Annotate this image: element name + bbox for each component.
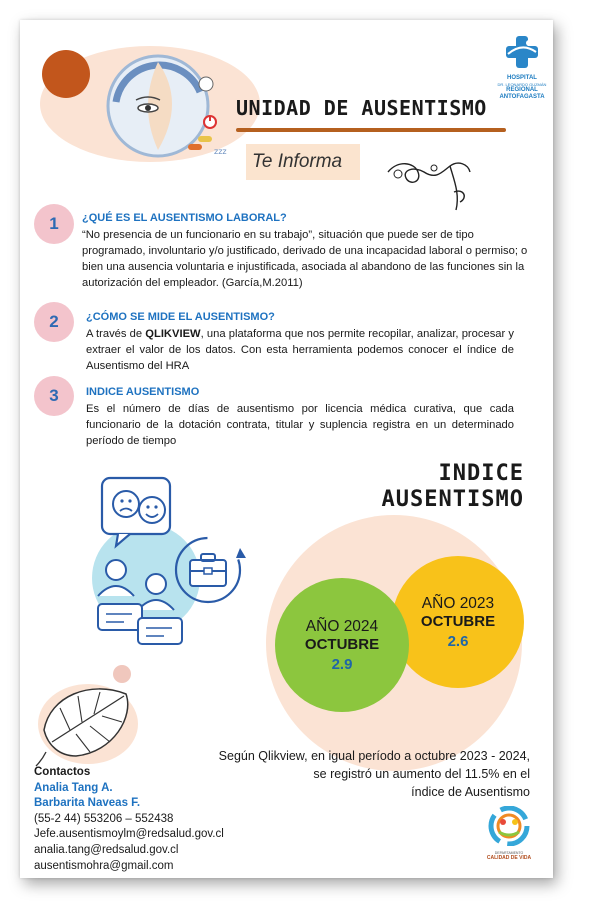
year-2023-value: 2.6 (447, 632, 469, 650)
orange-dot-icon (42, 50, 90, 98)
calidad-logo-label: CALIDAD DE VIDA (486, 855, 532, 861)
flourish-ornament-icon (384, 146, 476, 216)
section-2-heading: ¿CÓMO SE MIDE EL AUSENTISMO? (86, 311, 275, 323)
year-2024-circle (275, 578, 409, 712)
summary-line-3: índice de Ausentismo (411, 785, 530, 799)
calidad-de-vida-logo-icon (483, 806, 535, 846)
hospital-name: HOSPITAL (507, 75, 537, 81)
svg-text:zzz: zzz (214, 147, 227, 156)
section-2-body (86, 326, 514, 374)
subtitle: Te Informa (252, 151, 343, 172)
title-underline (236, 128, 506, 132)
year-2024-label: AÑO 2024 (305, 617, 379, 635)
contact-email-2[interactable]: analia.tang@redsalud.gov.cl (34, 843, 179, 856)
hospital-cross-logo-icon (502, 34, 542, 70)
contact-email-1[interactable]: Jefe.ausentismoylm@redsalud.gov.cl (34, 828, 224, 841)
indice-title-line2: AUSENTISMO (381, 487, 524, 512)
subtitle-box (246, 144, 360, 180)
calidad-de-vida-logo (472, 806, 546, 861)
section-1-heading: ¿QUÉ ES EL AUSENTISMO LABORAL? (82, 212, 287, 224)
section-3-heading: INDICE AUSENTISMO (86, 386, 200, 398)
infographic-page (20, 20, 553, 878)
summary-line-2: se registró un aumento del 11.5% en el (313, 767, 530, 781)
indice-title-line1: INDICE (438, 461, 524, 486)
section-1-body: “No presencia de un funcionario en su trabajo”, situación que puede ser de tipo programado, involuntario y/o justificado, derivado de una incapacidad laboral o permiso; o bien una ausencia voluntaria e injustificada, asociada al abandono de las funciones sin la autorización del empleador. (García,M.2011) (82, 229, 528, 289)
contact-email-3[interactable]: ausentismohra@gmail.com (34, 859, 174, 872)
year-2023-label: AÑO 2023 (421, 594, 495, 612)
header-illustration (38, 42, 268, 164)
summary-line-1: Según Qlikview, en igual período a octubre 2023 - 2024, (218, 749, 530, 763)
year-2024-value: 2.9 (331, 655, 353, 673)
section-2-body-post: , una plataforma que nos permite recopilar, analizar, procesar y extraer el valor de los datos. Con esta herramienta podemos conocer el índice de Ausentismo del HRA (86, 328, 515, 372)
year-2023-circle (392, 556, 524, 688)
indice-title (310, 461, 524, 513)
section-3-body: Es el número de días de ausentismo por licencia médica curativa, que cada funcionario de la dotación contrata, titular y suplencia registra en un determinado período de tiempo (86, 403, 514, 447)
contact-name-1: Analia Tang A. (34, 781, 113, 794)
hospital-subname: REGIONAL ANTOFAGASTA (499, 87, 545, 100)
section-2-body-pre: A través de (86, 328, 146, 340)
team-communication-illustration (60, 472, 250, 652)
contacts-block (34, 765, 274, 874)
monstera-leaf-icon (30, 656, 150, 772)
contact-phone: (55-2 44) 553206 – 552438 (34, 812, 174, 825)
section-3-number: 3 (34, 376, 74, 416)
section-1-number: 1 (34, 204, 74, 244)
hospital-logo (496, 34, 548, 101)
contact-name-2: Barbarita Naveas F. (34, 797, 141, 810)
section-2-number: 2 (34, 302, 74, 342)
year-2023-month: OCTUBRE (420, 612, 496, 630)
page-title: UNIDAD DE AUSENTISMO (236, 96, 487, 120)
year-2024-month: OCTUBRE (304, 635, 380, 653)
qlikview-term: QLIKVIEW (145, 328, 201, 340)
calidad-logo-sub: DEPARTAMENTO (494, 851, 524, 855)
contacts-heading: Contactos (34, 766, 91, 778)
hospital-subname-small: DR. LEONARDO GUZMÁN (497, 82, 547, 87)
